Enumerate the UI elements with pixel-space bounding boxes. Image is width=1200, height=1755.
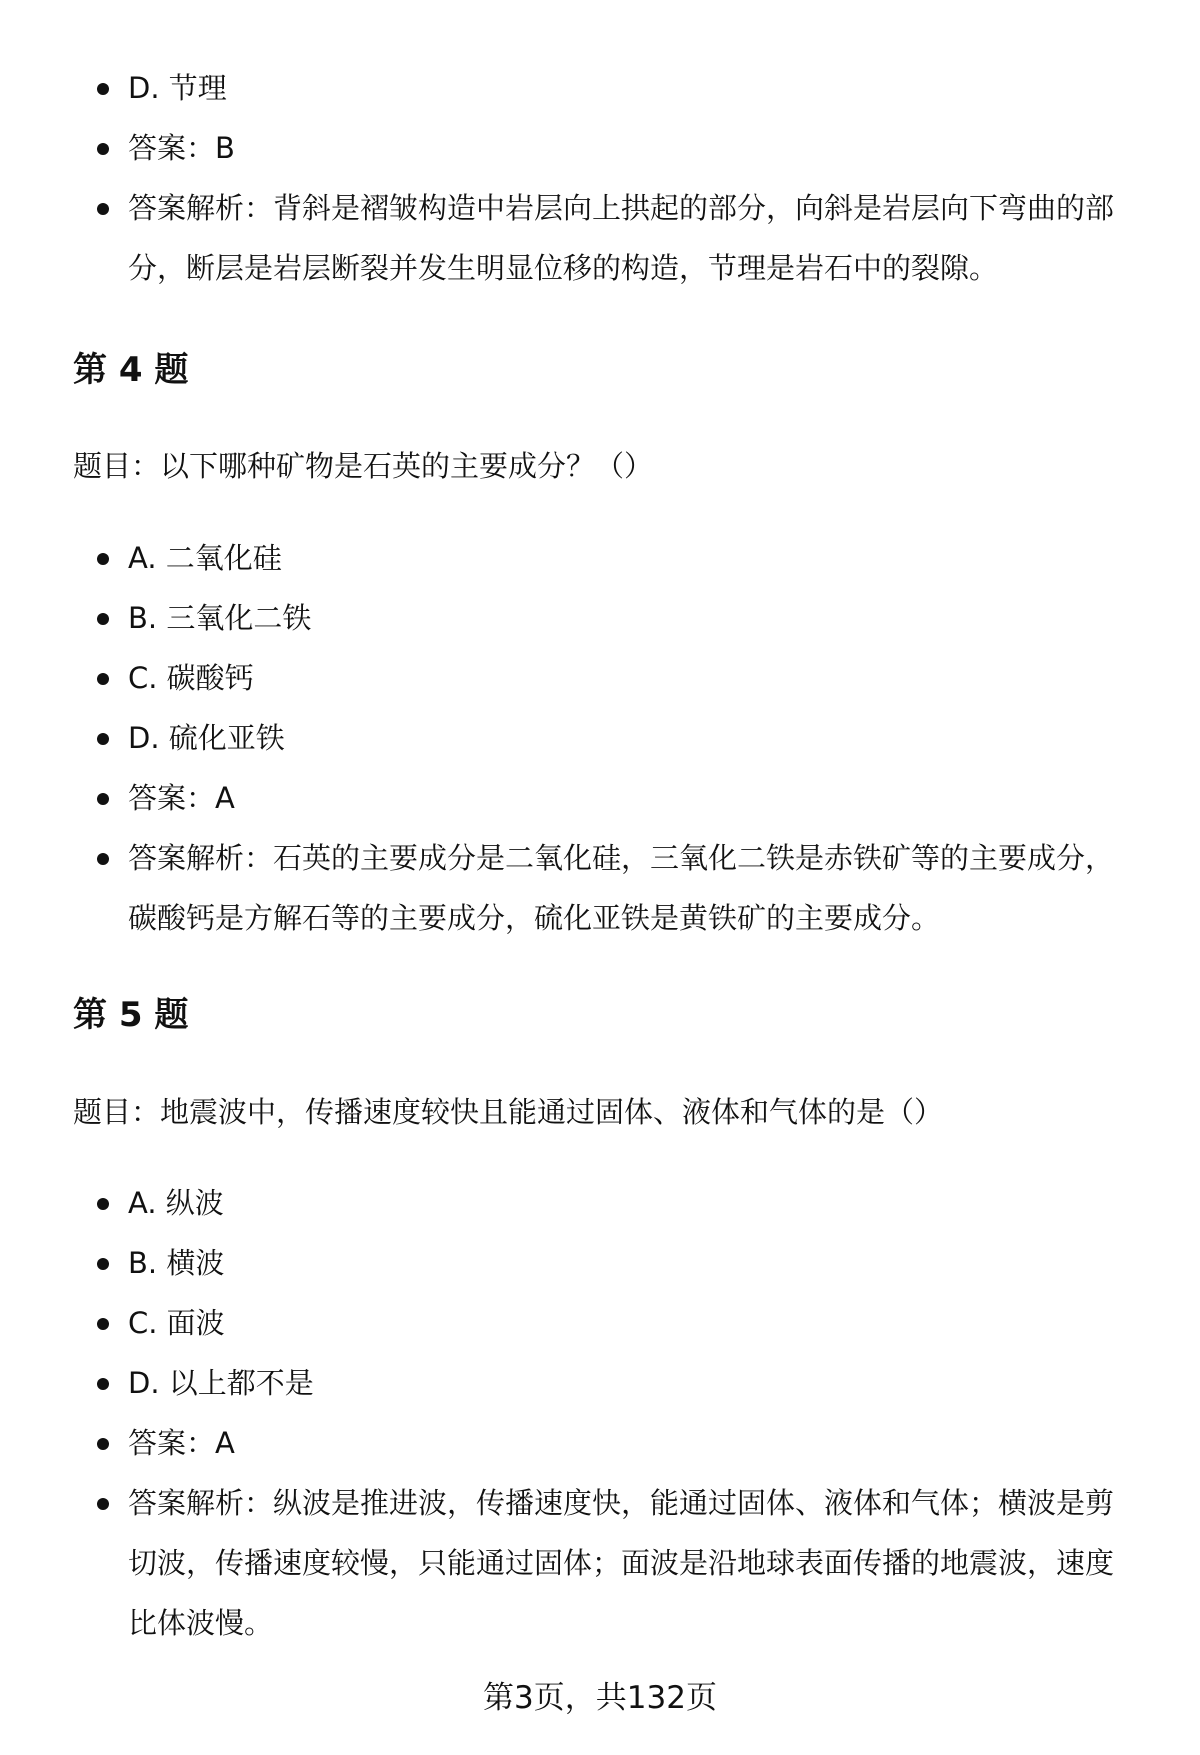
list-item: B. 横波 bbox=[0, 1233, 1200, 1293]
list-item: C. 面波 bbox=[0, 1293, 1200, 1353]
bullet-icon bbox=[97, 83, 109, 95]
bullet-icon bbox=[97, 1378, 109, 1390]
question-4-heading: 第 4 题 bbox=[73, 350, 189, 390]
bullet-icon bbox=[97, 853, 109, 865]
question-5-options bbox=[0, 1173, 1200, 1653]
bullet-icon bbox=[97, 553, 109, 565]
list-item: C. 碳酸钙 bbox=[0, 648, 1200, 708]
bullet-icon bbox=[97, 1258, 109, 1270]
bullet-icon bbox=[97, 1318, 109, 1330]
list-item: D. 硫化亚铁 bbox=[0, 708, 1200, 768]
bullet-icon bbox=[97, 1198, 109, 1210]
bullet-icon bbox=[97, 613, 109, 625]
bullet-icon bbox=[97, 143, 109, 155]
bullet-icon bbox=[97, 1498, 109, 1510]
q3-continued-list bbox=[0, 58, 1200, 298]
list-item: D. 节理 bbox=[0, 58, 1200, 118]
bullet-icon bbox=[97, 733, 109, 745]
question-5-heading: 第 5 题 bbox=[73, 995, 189, 1035]
question-5-text: 题目：地震波中，传播速度较快且能通过固体、液体和气体的是（） bbox=[73, 1095, 944, 1129]
bullet-icon bbox=[97, 1438, 109, 1450]
list-item: D. 以上都不是 bbox=[0, 1353, 1200, 1413]
list-item: 答案解析：背斜是褶皱构造中岩层向上拱起的部分，向斜是岩层向下弯曲的部分，断层是岩层断裂并发生明显位移的构造，节理是岩石中的裂隙。 bbox=[0, 178, 1200, 298]
list-item: 答案解析：石英的主要成分是二氧化硅，三氧化二铁是赤铁矿等的主要成分，碳酸钙是方解石等的主要成分，硫化亚铁是黄铁矿的主要成分。 bbox=[0, 828, 1200, 948]
list-item: 答案：A bbox=[0, 768, 1200, 828]
page-number-footer: 第3页，共132页 bbox=[483, 1680, 717, 1716]
bullet-icon bbox=[97, 673, 109, 685]
list-item: 答案解析：纵波是推进波，传播速度快，能通过固体、液体和气体；横波是剪切波，传播速度较慢，只能通过固体；面波是沿地球表面传播的地震波，速度比体波慢。 bbox=[0, 1473, 1200, 1653]
bullet-icon bbox=[97, 793, 109, 805]
question-4-text: 题目：以下哪种矿物是石英的主要成分？（） bbox=[73, 449, 654, 483]
list-item: 答案：A bbox=[0, 1413, 1200, 1473]
list-item: A. 纵波 bbox=[0, 1173, 1200, 1233]
bullet-icon bbox=[97, 203, 109, 215]
list-item: B. 三氧化二铁 bbox=[0, 588, 1200, 648]
list-item: 答案：B bbox=[0, 118, 1200, 178]
list-item: A. 二氧化硅 bbox=[0, 528, 1200, 588]
question-4-options bbox=[0, 528, 1200, 948]
